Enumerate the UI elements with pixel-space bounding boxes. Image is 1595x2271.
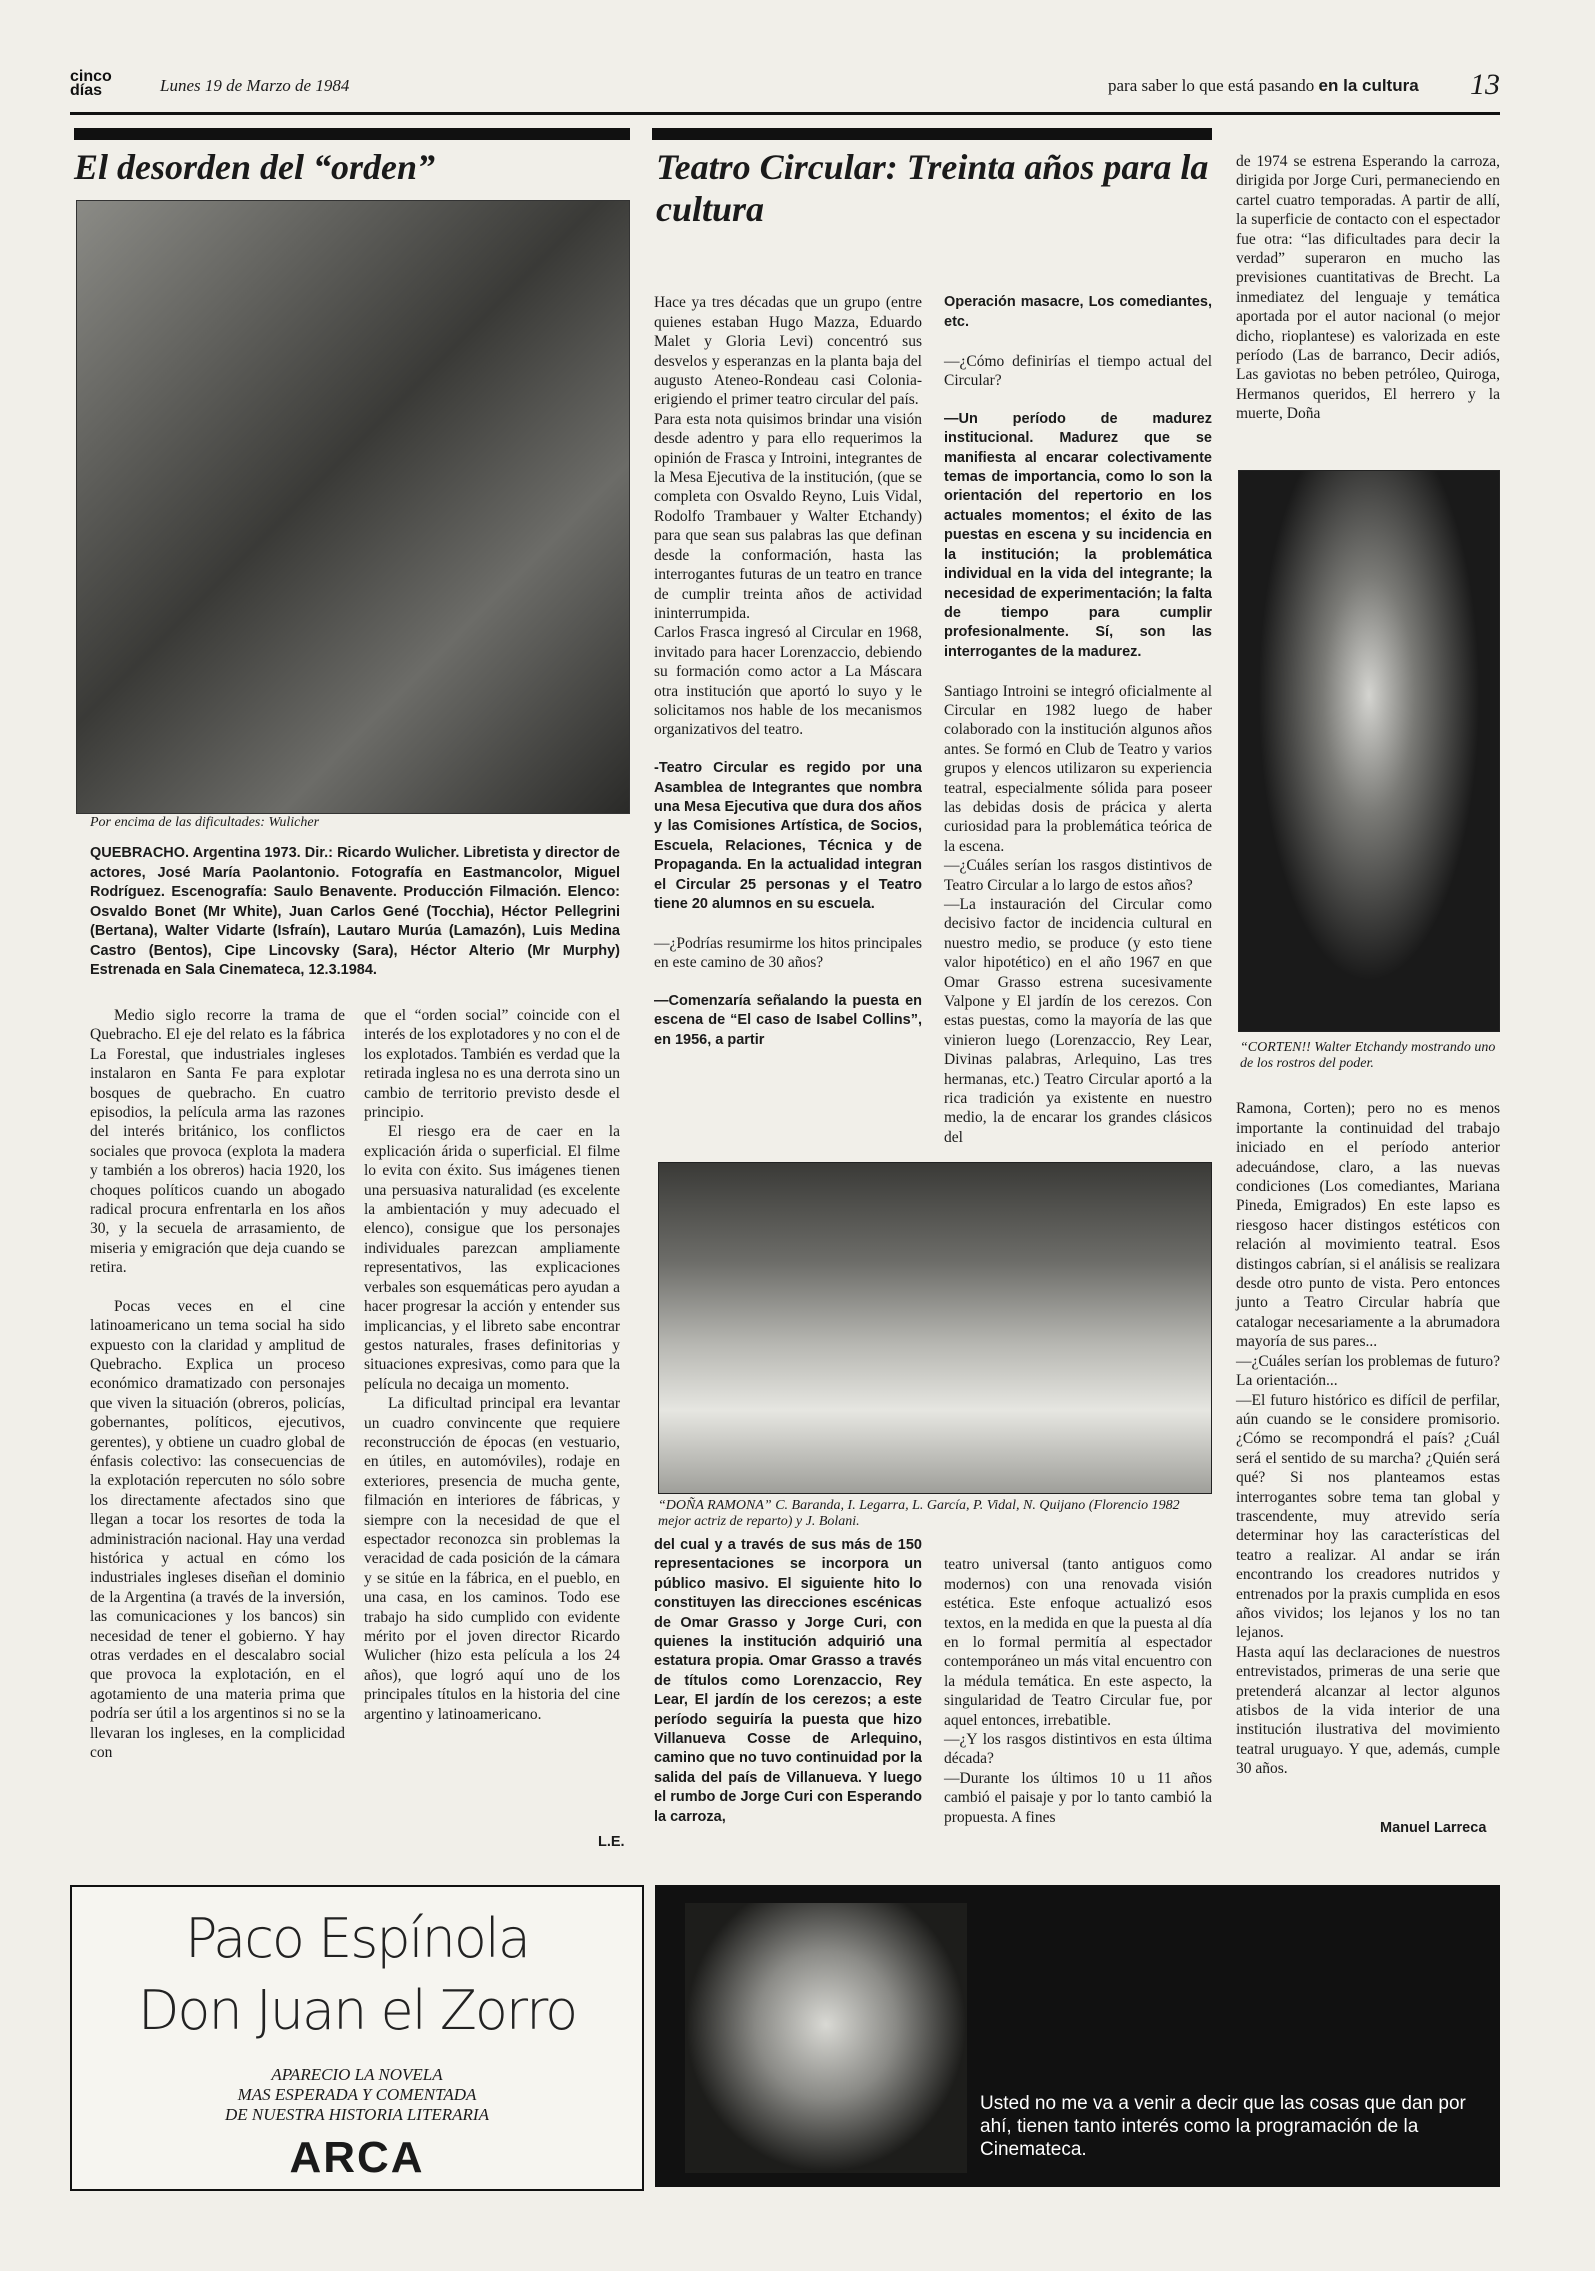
cinemateca-advertisement [655,1885,1500,2187]
left-column-1 [90,1006,345,1762]
right-column-d [944,1536,1212,1847]
left-article-title: El desorden del “orden” [74,147,436,187]
film-credits: QUEBRACHO. Argentina 1973. Dir.: Ricardo Wulicher. Libretista y director de actores, José María Paolantonio. Fotografía en Eastmancolor, Miguel Rodríguez. Escenografía: Saulo Benavente. Producción Filmación. Elenco: Osvaldo Bonet (Mr White), Juan Carlos Gené (Tocchia), Héctor Pellegrini (Bertana), Walter Vidarte (Isfraín), Lautaro Murúa (Lamazón), Luis Medina Castro (Bentos), Cipe Lincovsky (Sara), Héctor Alterio (Mr Murphy) Estrenada en Sala Cinemateca, 12.3.1984. [90,845,620,978]
right-signature: Manuel Larreca [1380,1820,1487,1836]
paragraph: teatro universal (tanto antiguos como modernos) con una renovada visión estética. Este enfoque actualizó esos textos, en la medida en que la puesta al día en lo formal permitía al espectador contemporáneo un más vital encuentro con la médula temática. En este aspecto, la singularidad de Teatro Circular fue, por aquel entonces, irrebatible. —¿Y los rasgos distintivos en esta última década? —Durante los últimos 10 u 11 años cambió el paisaje y por lo tanto cambió la propuesta. A fines [944,1556,1212,1826]
theatre-scene-photo [658,1162,1212,1494]
question: —¿Podrías resumirme los hitos principales en este camino de 30 años? [654,934,922,972]
book-advertisement [70,1885,644,2191]
section-tagline [1108,76,1419,96]
center-photo-caption: “DOÑA RAMONA” C. Baranda, I. Legarra, L. García, P. Vidal, N. Quijano (Florencio 1982 mejor actriz de reparto) y J. Bolani. [658,1498,1180,1529]
right-column-a [654,274,922,1070]
right-photo-caption: “CORTEN!! Walter Etchandy mostrando uno de los rostros del poder. [1240,1040,1496,1071]
paragraph: La dificultad principal era levantar un cuadro convincente que requiere reconstrucción de épocas (en vestuario, en útiles, en automóviles), rodaje en exteriores, presencia de mucha gente, filmación en interiores de fábricas, y siempre con la necesidad de que el espectador reconozca sin problemas la veracidad de cada posición de la cámara y se sitúe en la fábrica, en el pueblo, en una casa, en los caminos. Todo ese trabajo ha sido cumplido con evidente mérito por el joven director Ricardo Wulicher (hizo esta película a los 24 años), que logró aquí uno de los principales títulos en la historia del cine argentino y latinoamericano. [364,1395,620,1723]
issue-date: Lunes 19 de Marzo de 1984 [160,76,350,95]
right-column-b [944,274,1212,1167]
tagline-bold: en la cultura [1318,76,1419,95]
left-signature: L.E. [598,1834,625,1850]
ad-author: Paco Espínola [184,1907,529,1970]
question: —¿Cómo definirías el tiempo actual del Circular? [944,352,1212,390]
paragraph: Hace ya tres décadas que un grupo (entre quienes estaban Hugo Mazza, Eduardo Malet y Gloria Levi) concentró sus desvelos y esperanzas en la planta baja del augusto Ateneo-Rondeau casi Colonia- erigiendo el primer teatro circular del país. Para esta nota quisimos brindar una visión desde adentro y para ello requerimos la opinión de Frasca y Introini, integrantes de la Mesa Ejecutiva de la institución, (que se completa con Osvaldo Reyno, Luis Vidal, Rodolfo Trambauer y Walter Etchandy) para que sean sus palabras las que definan desde la conformación, hasta las interrogantes futuras de un teatro en trance de cumplir treinta años de actividad ininterrumpida. Carlos Frasca ingresó al Circular en 1968, invitado para hacer Lorenzaccio, debiendo su formación como actor a La Máscara otra institución que aportó lo suyo y le solicitamos nos hable de los mecanismos organizativos del teatro. [654,294,922,739]
paragraph: Pocas veces en el cine latinoamericano un tema social ha sido expuesto con la claridad y amplitud de Quebracho. Explica un proceso económico dramatizado con personajes que viven la situación (obreros, policías, gobernantes, políticos, ejecutivos, gerentes), y obtiene un cuadro global de énfasis colectivo: las consecuencias de la explotación repercuten no sólo sobre los directamente afectados sino que llegan a tocar los resortes de toda la administración nacional. Hay una verdad histórica y actual en cómo los industriales ingleses diseñan el dominio de la Argentina (a través de la inversión, las comunicaciones y los bancos) sin necesidad de tener el gobierno. Y hay otras verdades en el descalabro social que provoca la explotación, en el agotamiento de una materia prima que podría ser útil a los argentinos si no se la llevaran los ingleses, en la complicidad con [90,1297,345,1762]
answer-bold: —Comenzaría señalando la puesta en escena de “El caso de Isabel Collins”, en 1956, a partir [654,993,922,1048]
right-article-title: Teatro Circular: Treinta años para la cultura [656,147,1209,229]
left-photo-caption: Por encima de las dificultades: Wulicher [90,815,320,830]
ad-tagline-3: DE NUESTRA HISTORIA LITERARIA [225,2105,489,2124]
ad-tagline-1: APARECIO LA NOVELA [271,2065,443,2084]
paragraph: que el “orden social” coincide con el interés de los explotadores y no con el de los explotados. También es verdad que la retirada inglesa no es una derrota sino un cambio de territorio previsto desde el principio. [364,1007,620,1122]
answer-bold: —Un período de madurez institucional. Madurez que se manifiesta al encarar colectivamente temas de importancia, como lo son la orientación del repertorio en los actuales momentos; el éxito de las puestas en escena y su incidencia en la institución; la problemática individual en la vida del integrante; la necesidad de experimentación; la falta de tiempo para cumplir profesionalmente. Sí, son las interrogantes de la madurez. [944,410,1212,660]
actor-portrait-photo [1238,470,1500,1032]
ad-tagline-2: MAS ESPERADA Y COMENTADA [237,2085,477,2104]
film-set-photo [76,200,630,814]
right-column-e-bottom [1236,1080,1500,1798]
tagline-prefix: para saber lo que está pasando [1108,76,1315,95]
paragraph-bold: del cual y a través de sus más de 150 representaciones se incorpora un público masivo. El siguiente hito lo constituyen las direcciones escénicas de Omar Grasso y Jorge Curi, con quienes la institución adquirió una estatura propia. Omar Grasso a través de títulos como Lorenzaccio, Rey Lear, El jardín de los cerezos; a este período seguiría la puesta que hizo Villanueva Cosse de Arlequino, camino que no tuvo continuidad por la salida del país de Villanueva. Y luego el rumbo de Jorge Curi con Esperando la carroza, [654,1537,922,1825]
left-title-bar [74,128,630,140]
paragraph: Ramona, Corten); pero no es menos importante la continuidad del trabajo iniciado en el período anterior adecuándose, claro, a las nuevas condiciones (Los comediantes, Mariana Pineda, Emigrados) En este lapso es riesgoso hacer distingos estéticos con relación al movimiento teatral. Esos distingos cabrían, si el análisis se realizara desde otro punto de vista. Pero entonces junto a Teatro Circular habría que catalogar necesariamente a la abrumadora mayoría de sus pares... —¿Cuáles serían los problemas de futuro? La orientación... —El futuro histórico es difícil de perfilar, aún cuando se le considere promisorio. ¿Cómo se recompondrá el país? ¿Cuál será el sentido de su marcha? ¿Quién será qué? Si nos planteamos estas interrogantes sobre tema tan global y trascendente, muy atrevido sería determinar hoy las características del teatro a realizar. Al andar se irán encontrando los creadores nutridos y entrenados por la praxis cumplida en esos años vividos; los lejanos y los no tan lejanos. Hasta aquí las declaraciones de nuestros entrevistados, primeras de una serie que pretenderá alcanzar al lector algunos atisbos de la vida interior de una institución ilustrativa del movimiento teatral uruguayo. Y que, además, cumple 30 años. [1236,1100,1500,1778]
left-column-2 [364,1006,620,1724]
right-column-c [654,1536,922,1827]
paragraph: Santiago Introini se integró oficialmente al Circular en 1982 luego de haber colaborado con la institución algunos años antes. Se formó en Club de Teatro y varios grupos y elencos utilizaron su experiencia teatral, especialmente sólida para poseer las debidas dosis de prácica y alerta curiosidad para la problemática teórica de la escena. —¿Cuáles serían los rasgos distintivos de Teatro Circular a lo largo de estos años? —La instauración del Circular como decisivo factor de incidencia cultural en nuestro medio, se produce (y esto tiene valor hipotético) en el año 1967 en que Omar Grasso estrena sucesivamente Valpone y El jardín de los cerezos. Con estas puestas, como la mayoría de las que vinieron luego (Lorenzaccio, Rey Lear, Divinas palabras, Arlequino, Las tres hermanas, etc.) Teatro Circular aportó a la rica tradición ya existente en nuestro medio, la de encarar los grandes clásicos del [944,682,1212,1146]
baby-photo [685,1903,967,2173]
right-title-bar [652,128,1212,140]
ad-text: Usted no me va a venir a decir que las cosas que dan por ahí, tienen tanto interés como la programación de la Cinemateca. [980,2093,1466,2160]
newspaper-logo: cinco días [70,68,112,99]
paragraph-bold: -Teatro Circular es regido por una Asamblea de Integrantes que nombra una Mesa Ejecutiva que dura dos años y las Comisiones Artística, de Socios, Escuela, Relaciones, Técnica y de Propaganda. En la actualidad integran el Circular 25 personas y el Teatro tiene 20 alumnos en su escuela. [654,760,922,912]
paragraph: Medio siglo recorre la trama de Quebracho. El eje del relato es la fábrica La Forestal, que industriales ingleses instalaron en Santa Fe para explotar bosques de quebracho. En cuatro episodios, la película arma las razones del interés británico, los conflictos sociales que provoca (explota la madera y también a los obreros) hacia 1920, los choques políticos cuando un abogado radical procura enfrentarla en los años 30, y la secuela de arrasamiento, de miseria y emigración que deja cuando se retira. [90,1007,345,1277]
paragraph: El riesgo era de caer en la explicación árida o superficial. El filme lo evita con éxito. Sus imágenes tienen una persuasiva naturalidad (es excelente la ambientación y muy adecuado el elenco), consigue que los personajes individuales parezcan ampliamente representativos, las explicaciones verbales son esquemáticas pero ayudan a hacer progresar la acción y entender sus implicancias, y el libreto sabe encontrar gestos naturales, frases definitorias y situaciones expresivas, como para que la película no decaiga un momento. [364,1123,620,1393]
paragraph-bold: Operación masacre, Los comediantes, etc. [944,294,1212,330]
publisher-logo: ARCA [289,2133,425,2182]
paragraph: de 1974 se estrena Esperando la carroza, dirigida por Jorge Curi, permaneciendo en cartel cuatro temporadas. A partir de allí, la superficie de contacto con el espectador fue otra: “las dificultades para decir la verdad” superaron en mucho las previsiones cuantitativas de Brecht. La inmediatez del lenguaje y temática aportada por el autor nacional (o mejor dicho, rioplantese) es valorizada en este período (Las de barranco, Decir adiós, Las gaviotas no beben petróleo, Quiroga, Hermanos queridos, El herrero y la muerte, Doña [1236,153,1500,423]
header-rule [70,112,1500,115]
ad-book-title: Don Juan el Zorro [137,1979,577,2042]
right-column-e-top [1236,152,1500,424]
page-number: 13 [1470,68,1500,101]
